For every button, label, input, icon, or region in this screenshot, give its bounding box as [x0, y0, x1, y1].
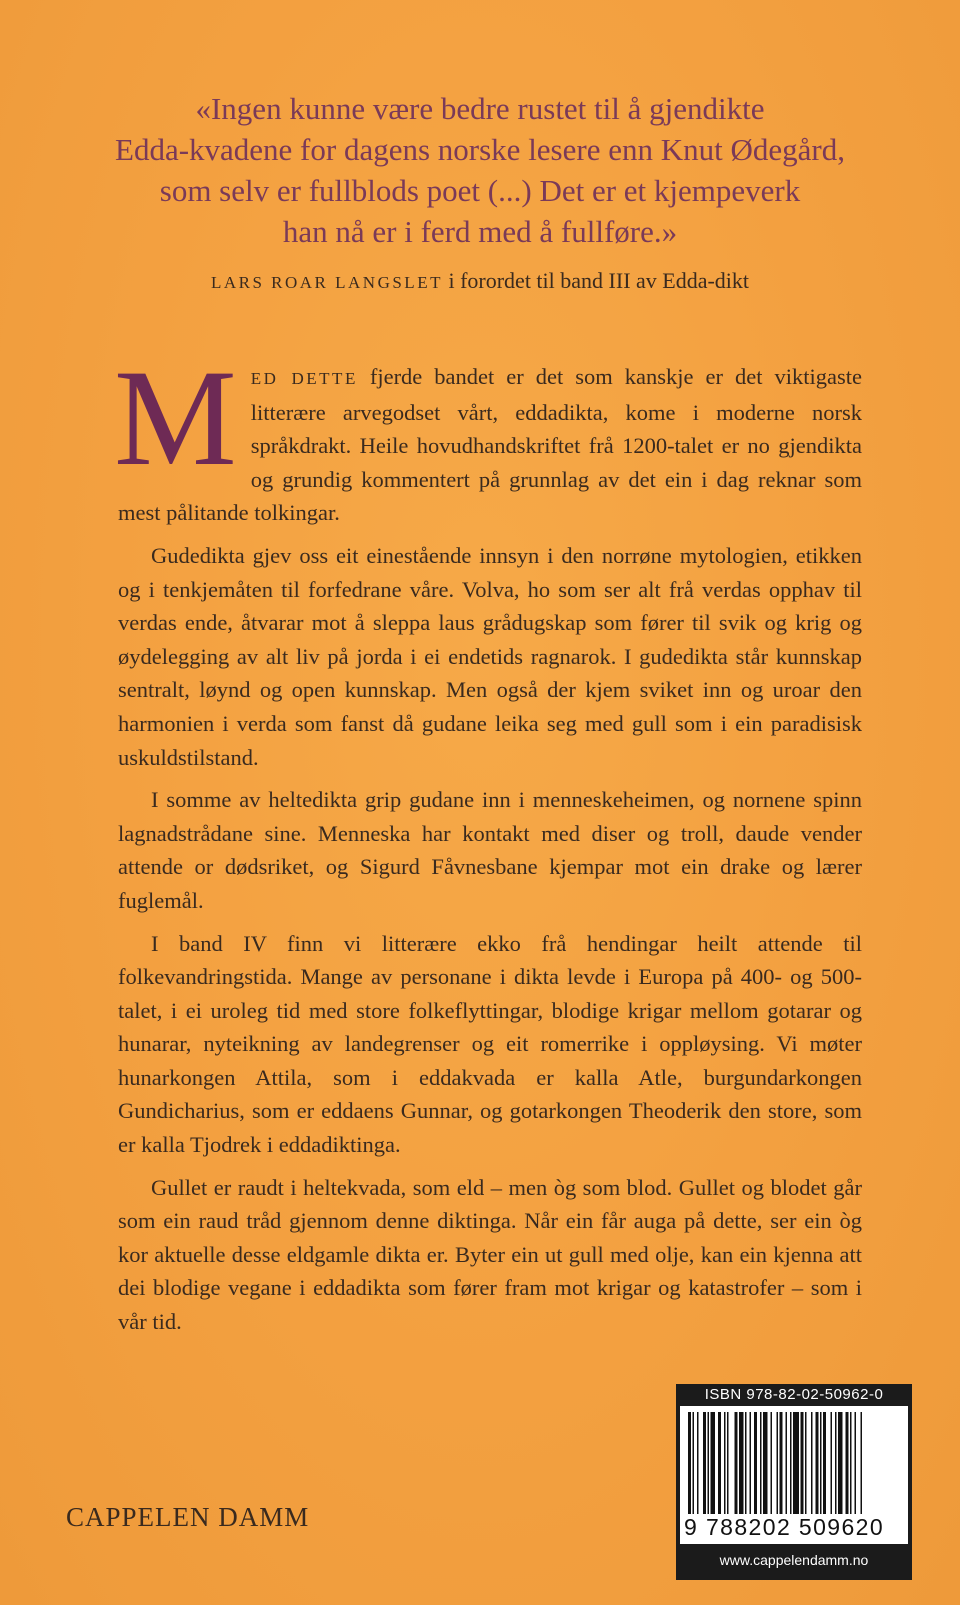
publisher-logo: CAPPELEN DAMM	[66, 1502, 310, 1532]
quote-line: «Ingen kunne være bedre rustet til å gjendikte	[195, 91, 765, 126]
isbn-barcode-box	[676, 1384, 912, 1580]
lead-in-smallcaps: ED DETTE	[250, 369, 358, 388]
attribution-name: LARS ROAR LANGSLET	[210, 273, 443, 292]
attribution-text: i forordet til band III av Edda-dikt	[442, 268, 750, 293]
barcode-digits: 9 788202 509620	[684, 1514, 906, 1541]
paragraph-text: fjerde bandet er det som kanskje er det viktigaste litterære arvegodset vårt, eddadikta, kome i moderne norsk språkdrakt. Heile hovudhandskriftet frå 1200-talet er no gjendikta og grundig kommentert på grunnlag av det ein i dag reknar som mest pålitande tolkingar.	[118, 364, 862, 526]
paragraph: I band IV finn vi litterære ekko frå hendingar heilt attende til folkevandringstida. Mange av personane i dikta levde i Europa på 400- og 500-talet, i ei uroleg tid med store folkeflyttingar, blodige krigar mellom gotarar og hunarar, nyteikning av landegrenser og eit romerrike i oppløysing. Vi møter hunarkongen Attila, som i eddakvada er kalla Atle, burgundarkongen Gundicharius, som er eddaens Gunnar, og gotarkongen Theoderik den store, som er kalla Tjodrek i eddadiktinga.	[118, 930, 862, 1158]
drop-cap: M	[114, 341, 237, 494]
paragraph	[114, 341, 862, 530]
paragraph: Gudedikta gjev oss eit einestående innsyn i den norrøne mytologien, etikken og i tenkjemåten til forfedrane våre. Volva, ho som ser alt frå verdas opphav til verdas ende, åtvarar mot å sleppa laus grådugskap som fører til svik og krig og øydelegging av alt liv på jorda i ei endetids ragnarok. I gudedikta står kunnskap sentralt, løynd og open kunnskap. Men også der kjem sviket inn og uroar den harmonien i verda som fanst då gudane leika seg med gull som i ein paradisisk uskuldstilstand.	[118, 542, 862, 770]
blurb-quote	[60, 88, 900, 252]
barcode-area	[680, 1406, 908, 1544]
quote-line: han nå er i ferd med å fullføre.»	[282, 214, 678, 249]
description-text	[114, 341, 862, 1348]
paragraph: Gullet er raudt i heltekvada, som eld – men òg som blod. Gullet og blodet går som ein raud tråd gjennom denne diktinga. Når ein får auga på dette, ser ein òg kor aktuelle desse eldgamle dikta er. Byter ein ut gull med olje, kan ein kjenna att dei blodige vegane i eddadikta som fører fram mot krigar og katastrofer – som i vår tid.	[118, 1174, 862, 1335]
quote-line: Edda-kvadene for dagens norske lesere enn Knut Ødegård,	[115, 132, 845, 167]
quote-attribution	[60, 268, 900, 294]
barcode-icon	[688, 1412, 900, 1516]
publisher-website: www.cappelendamm.no	[719, 1552, 869, 1568]
quote-line: som selv er fullblods poet (...) Det er et kjempeverk	[159, 173, 801, 208]
paragraph: I somme av heltedikta grip gudane inn i menneskeheimen, og nornene spinn lagnadstrådane sine. Menneska har kontakt med diser og troll, daude vender attende or dødsriket, og Sigurd Fåvnesbane kjempar mot ein drake og lærer fuglemål.	[118, 787, 862, 913]
isbn-label: ISBN 978-82-02-50962-0	[704, 1386, 884, 1403]
